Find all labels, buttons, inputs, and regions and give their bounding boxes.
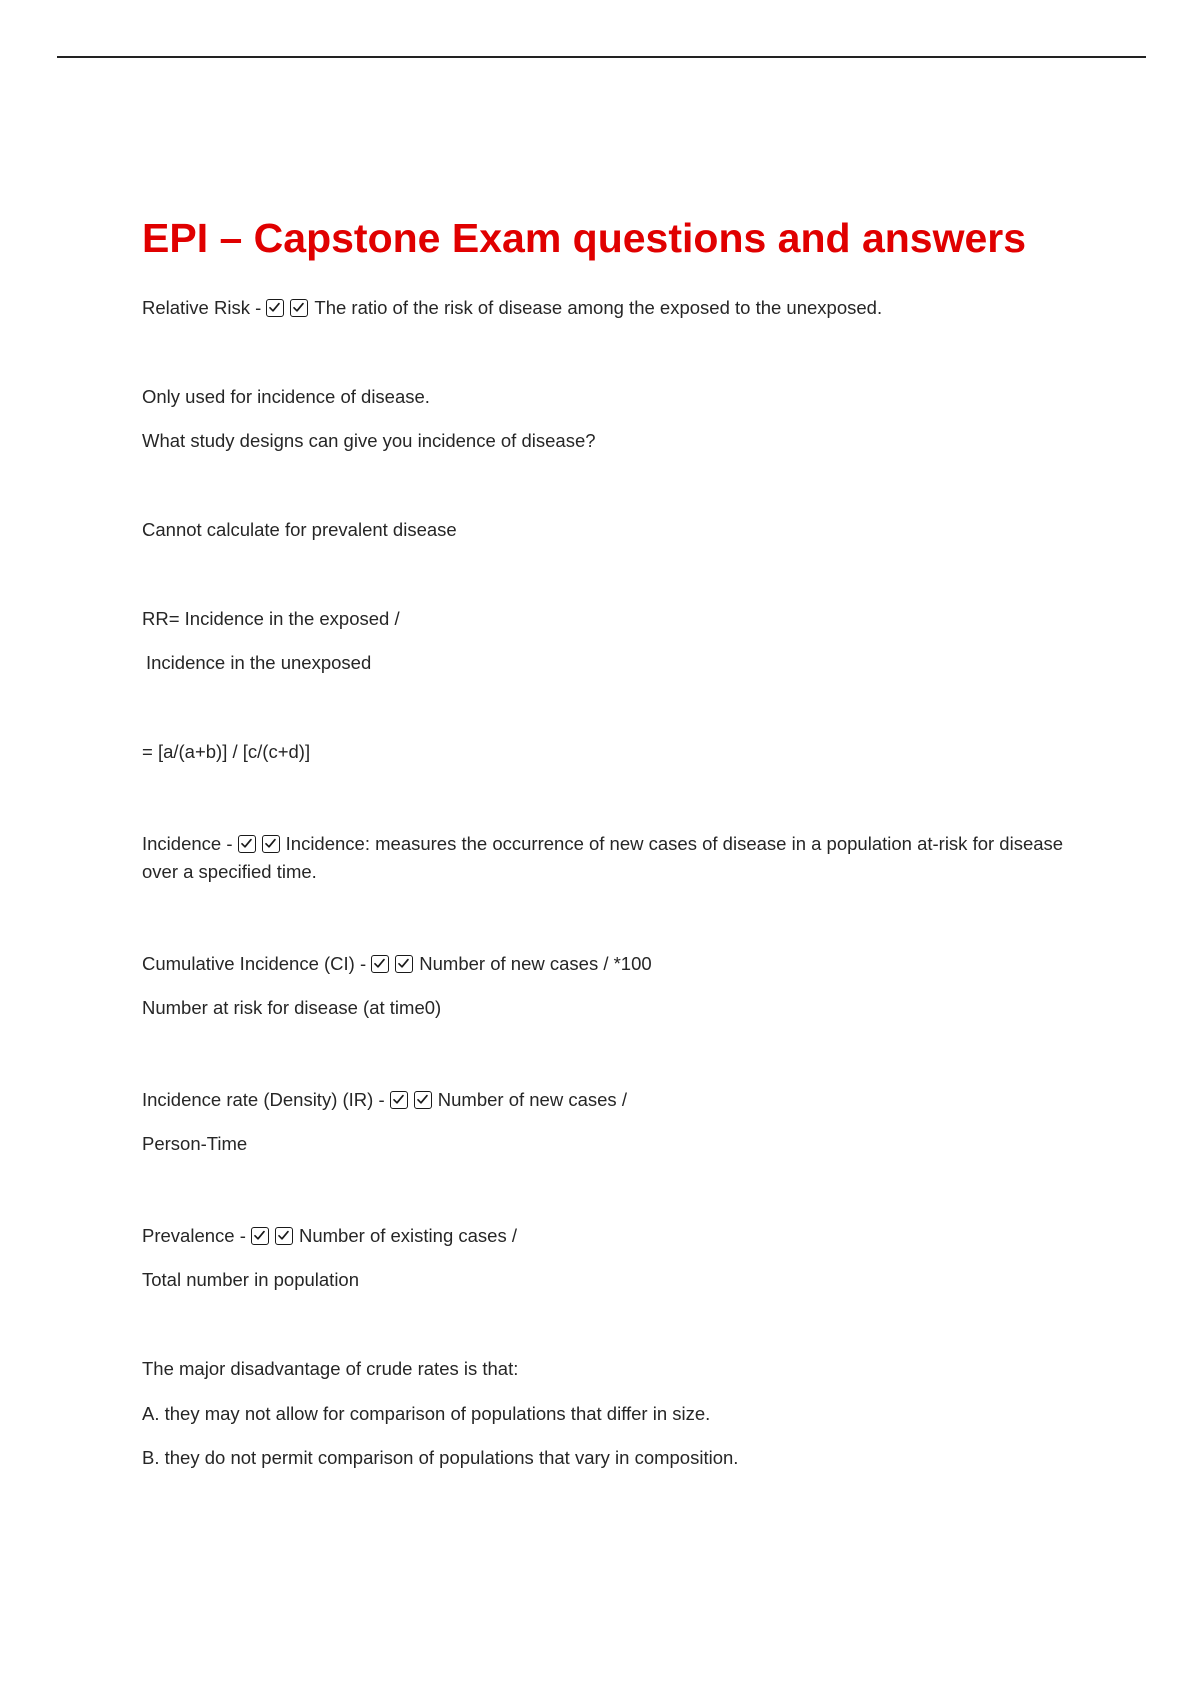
checkbox-checked-icon <box>238 835 256 853</box>
answer-option-b: B. they do not permit comparison of populations that vary in composition. <box>142 1447 739 1468</box>
checkbox-checked-icon <box>251 1227 269 1245</box>
entry-definition: The ratio of the risk of disease among the exposed to the unexposed. <box>314 297 883 318</box>
entry-term: Incidence rate (Density) (IR) - <box>142 1089 390 1110</box>
rr-formula-line: RR= Incidence in the exposed / <box>142 608 400 629</box>
entry-cumulative-incidence <box>142 950 652 978</box>
rr-note: Cannot calculate for prevalent disease <box>142 519 457 540</box>
entry-definition: Number of new cases / <box>437 1089 627 1110</box>
entry-term: Relative Risk - <box>142 297 267 318</box>
entry-definition: Number of existing cases / <box>299 1225 517 1246</box>
answer-option-a: A. they may not allow for comparison of populations that differ in size. <box>142 1403 711 1424</box>
entry-definition: Incidence: measures the occurrence of new cases of disease in a population at-risk for disease over a specified time. <box>142 833 1064 882</box>
entry-continuation: Total number in population <box>142 1269 360 1290</box>
checkbox-checked-icon <box>390 1091 408 1109</box>
entry-relative-risk <box>142 294 882 322</box>
entry-definition: Number of new cases / *100 <box>419 953 652 974</box>
checkbox-checked-icon <box>395 955 413 973</box>
checkbox-checked-icon <box>414 1091 432 1109</box>
checkbox-checked-icon <box>262 835 280 853</box>
entry-continuation: Person-Time <box>142 1133 248 1154</box>
checkbox-checked-icon <box>275 1227 293 1245</box>
entry-incidence <box>142 830 1072 886</box>
page-title: EPI – Capstone Exam questions and answers <box>142 215 1027 261</box>
entry-prevalence <box>142 1222 517 1250</box>
top-rule <box>57 56 1146 58</box>
entry-term: Cumulative Incidence (CI) - <box>142 953 372 974</box>
rr-formula-line: Incidence in the unexposed <box>146 652 372 673</box>
checkbox-checked-icon <box>371 955 389 973</box>
rr-note: What study designs can give you incidence of disease? <box>142 430 596 451</box>
entry-term: Incidence - <box>142 833 238 854</box>
checkbox-checked-icon <box>266 299 284 317</box>
question-text: The major disadvantage of crude rates is that: <box>142 1358 519 1379</box>
entry-term: Prevalence - <box>142 1225 251 1246</box>
entry-incidence-rate <box>142 1086 627 1114</box>
rr-formula-line: = [a/(a+b)] / [c/(c+d)] <box>142 741 311 762</box>
entry-continuation: Number at risk for disease (at time0) <box>142 997 442 1018</box>
rr-note: Only used for incidence of disease. <box>142 386 430 407</box>
checkbox-checked-icon <box>290 299 308 317</box>
